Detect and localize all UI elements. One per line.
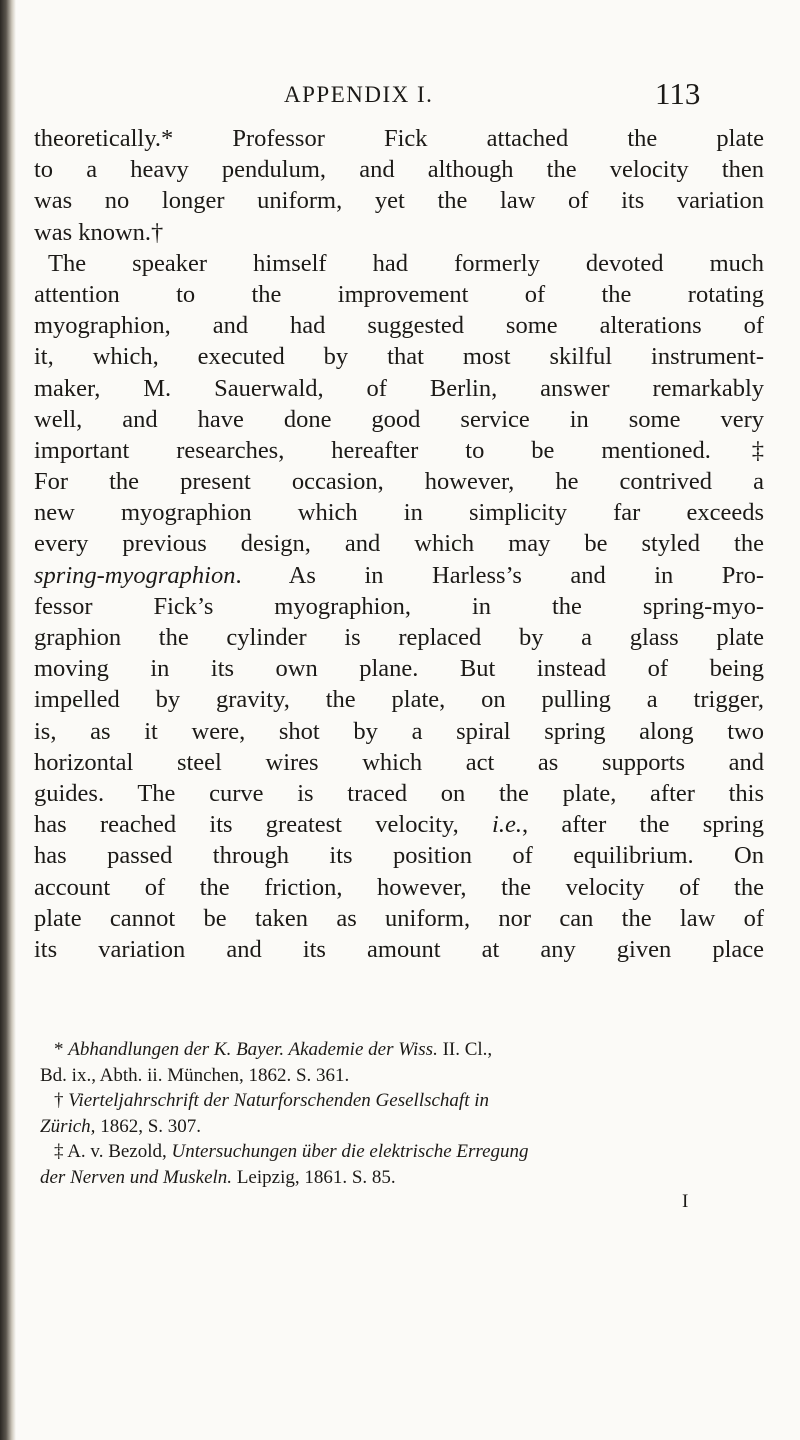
text-line: myographion, and had suggested some alterations of	[34, 312, 764, 340]
text-line: maker, M. Sauerwald, of Berlin, answer remarkably	[34, 374, 764, 402]
footnote-text: Leipzig, 1861. S. 85.	[236, 1166, 396, 1188]
footnote-mark: †	[54, 1090, 64, 1112]
footnote-2-line-1	[40, 1088, 762, 1114]
footnote-text: 1862, S. 307.	[100, 1115, 202, 1137]
italic-term: i.e.	[492, 811, 522, 839]
text-line: account of the friction, however, the velocity of the	[34, 873, 764, 901]
footnote-title: Vierteljahrschrift der Naturforschenden Gesellschaft in	[68, 1090, 490, 1112]
footnote-3-line-1	[40, 1139, 762, 1165]
footnotes	[40, 1037, 762, 1191]
text-line: was no longer uniform, yet the law of its variation	[34, 187, 764, 215]
text-fragment: has reached its greatest velocity,	[34, 811, 493, 839]
footnote-mark: ‡	[54, 1141, 64, 1163]
text-line: graphion the cylinder is replaced by a glass plate	[34, 624, 764, 651]
text-line: The speaker himself had formerly devoted much	[48, 249, 764, 277]
text-line-with-italic	[34, 560, 764, 591]
text-line: important researches, hereafter to be mentioned.‡	[34, 436, 764, 464]
text-line: is, as it were, shot by a spiral spring along two	[34, 717, 764, 745]
footnote-title: Zürich,	[40, 1115, 96, 1137]
footnote-mark: *	[54, 1039, 64, 1060]
text-fragment: . As in Harless’s and in Pro-	[235, 561, 764, 589]
text-line: has passed through its position of equilibrium. On	[34, 842, 764, 870]
page-number: 113	[655, 76, 701, 111]
text-line: For the present occasion, however, he contrived a	[34, 468, 764, 496]
footnote-author: A. v. Bezold,	[67, 1141, 167, 1163]
footnote-2-line-2	[40, 1114, 762, 1140]
text-line: moving in its own plane. But instead of being	[34, 655, 764, 683]
page-header	[0, 76, 800, 116]
text-line: attention to the improvement of the rotating	[34, 280, 764, 308]
text-line: fessor Fick’s myographion, in the spring-myo-	[34, 592, 764, 620]
binding-edge	[0, 0, 16, 1440]
footnote-1-line-1	[40, 1037, 762, 1063]
text-line: new myographion which in simplicity far exceeds	[34, 499, 764, 527]
footnote-title: Abhandlungen der K. Bayer. Akademie der Wiss.	[68, 1039, 438, 1060]
footnote-title: Untersuchungen über die elektrische Erregung	[171, 1141, 529, 1163]
footnote-text: II. Cl.,	[442, 1039, 493, 1060]
body-text	[34, 123, 764, 965]
text-fragment: , after the spring	[521, 811, 764, 839]
italic-term: spring-myographion	[34, 561, 236, 589]
text-line: was known.†	[34, 218, 164, 246]
text-line: horizontal steel wires which act as supports and	[34, 748, 764, 776]
text-line: plate cannot be taken as uniform, nor can the law of	[34, 904, 764, 932]
signature-mark: I	[682, 1191, 689, 1212]
footnote-1-line-2: Bd. ix., Abth. ii. München, 1862. S. 361.	[40, 1064, 350, 1086]
text-line: every previous design, and which may be styled the	[34, 530, 764, 558]
footnote-3-line-2	[40, 1165, 762, 1191]
text-line: its variation and its amount at any given place	[34, 935, 764, 963]
text-line: it, which, executed by that most skilful instrument-	[34, 343, 764, 371]
text-line: to a heavy pendulum, and although the velocity then	[34, 156, 764, 184]
text-line: impelled by gravity, the plate, on pulling a trigger,	[34, 686, 764, 714]
text-line: guides. The curve is traced on the plate, after this	[34, 779, 764, 807]
text-line: well, and have done good service in some very	[34, 405, 764, 433]
running-title: APPENDIX I.	[284, 82, 434, 107]
text-line-with-italic	[34, 809, 764, 840]
text-line: theoretically.* Professor Fick attached the plate	[34, 125, 764, 152]
footnote-title: der Nerven und Muskeln.	[40, 1166, 233, 1188]
